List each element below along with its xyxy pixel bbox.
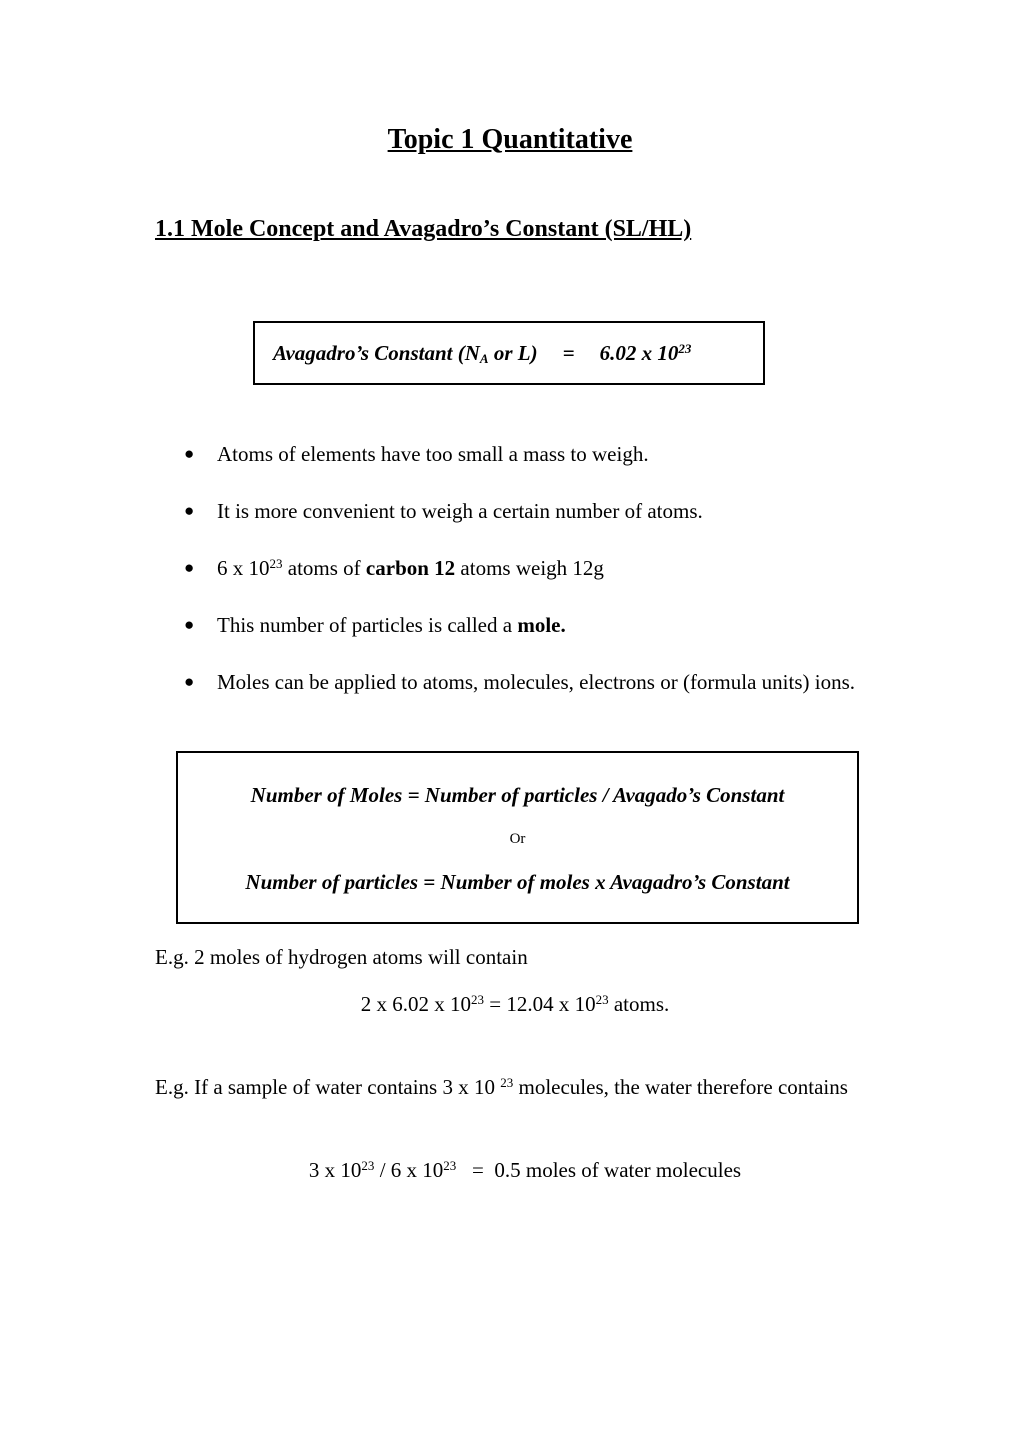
section-heading: 1.1 Mole Concept and Avagadro’s Constant (SL/HL) <box>155 216 692 242</box>
formula-or: Or <box>509 831 526 847</box>
formula-moles: Number of Moles = Number of particles / Avagado’s Constant <box>250 783 785 807</box>
constant-equals: = <box>562 341 575 365</box>
calc-part: 2 x 6.02 x 10 <box>360 992 471 1016</box>
constant-value: 6.02 x 10 <box>599 341 679 365</box>
list-item <box>184 497 864 525</box>
example-1-calculation <box>0 990 1020 1018</box>
bullet-text: This number of particles is called a <box>217 613 518 637</box>
bullet-icon: ● <box>184 501 195 520</box>
example-1-text: E.g. 2 moles of hydrogen atoms will contain <box>155 945 528 969</box>
example-2-exponent: 23 <box>500 1074 514 1090</box>
formula-particles: Number of particles = Number of moles x Avagadro’s Constant <box>245 870 790 894</box>
bullet-icon: ● <box>184 615 195 634</box>
bullet-exponent: 23 <box>269 555 283 571</box>
bullet-text: atoms of <box>282 556 366 580</box>
bullet-icon: ● <box>184 444 195 463</box>
example-2-calculation <box>0 1156 1020 1184</box>
avogadro-constant-box <box>253 321 765 385</box>
constant-label-prefix: Avagadro’s Constant (N <box>273 341 480 365</box>
calc-exponent: 23 <box>595 991 609 1007</box>
calc-exponent: 23 <box>470 991 484 1007</box>
avogadro-constant-line <box>273 341 691 366</box>
list-item <box>184 440 864 468</box>
constant-label-suffix: or L) <box>488 341 538 365</box>
calc-exponent: 23 <box>361 1157 375 1173</box>
calc-part: = 0.5 moles of water molecules <box>456 1158 742 1182</box>
bullet-icon: ● <box>184 558 195 577</box>
bullet-text: It is more convenient to weigh a certain number of atoms. <box>217 499 703 523</box>
calc-part: 3 x 10 <box>308 1158 362 1182</box>
bullet-bold-text: mole. <box>517 613 566 637</box>
bullet-text: 6 x 10 <box>217 556 270 580</box>
calc-part: atoms. <box>608 992 670 1016</box>
mole-formula-box <box>176 751 859 924</box>
calc-part: = 12.04 x 10 <box>483 992 596 1016</box>
example-2-text <box>155 1073 875 1101</box>
bullet-text: Atoms of elements have too small a mass to weigh. <box>217 442 649 466</box>
bullet-text: Moles can be applied to atoms, molecules, electrons or (formula units) ions. <box>217 670 856 694</box>
calc-exponent: 23 <box>443 1157 457 1173</box>
list-item <box>184 668 864 696</box>
constant-label-subscript: A <box>479 351 489 367</box>
bullet-list <box>184 440 864 725</box>
bullet-icon: ● <box>184 672 195 691</box>
example-2-part: E.g. If a sample of water contains 3 x 10 <box>155 1075 501 1099</box>
list-item <box>184 554 864 582</box>
calc-part: / 6 x 10 <box>374 1158 444 1182</box>
constant-value-exponent: 23 <box>678 340 692 356</box>
bullet-text: atoms weigh 12g <box>455 556 604 580</box>
bullet-bold-text: carbon 12 <box>365 556 456 580</box>
page-title: Topic 1 Quantitative <box>387 124 633 155</box>
example-2-part: molecules, the water therefore contains <box>513 1075 848 1099</box>
list-item <box>184 611 864 639</box>
